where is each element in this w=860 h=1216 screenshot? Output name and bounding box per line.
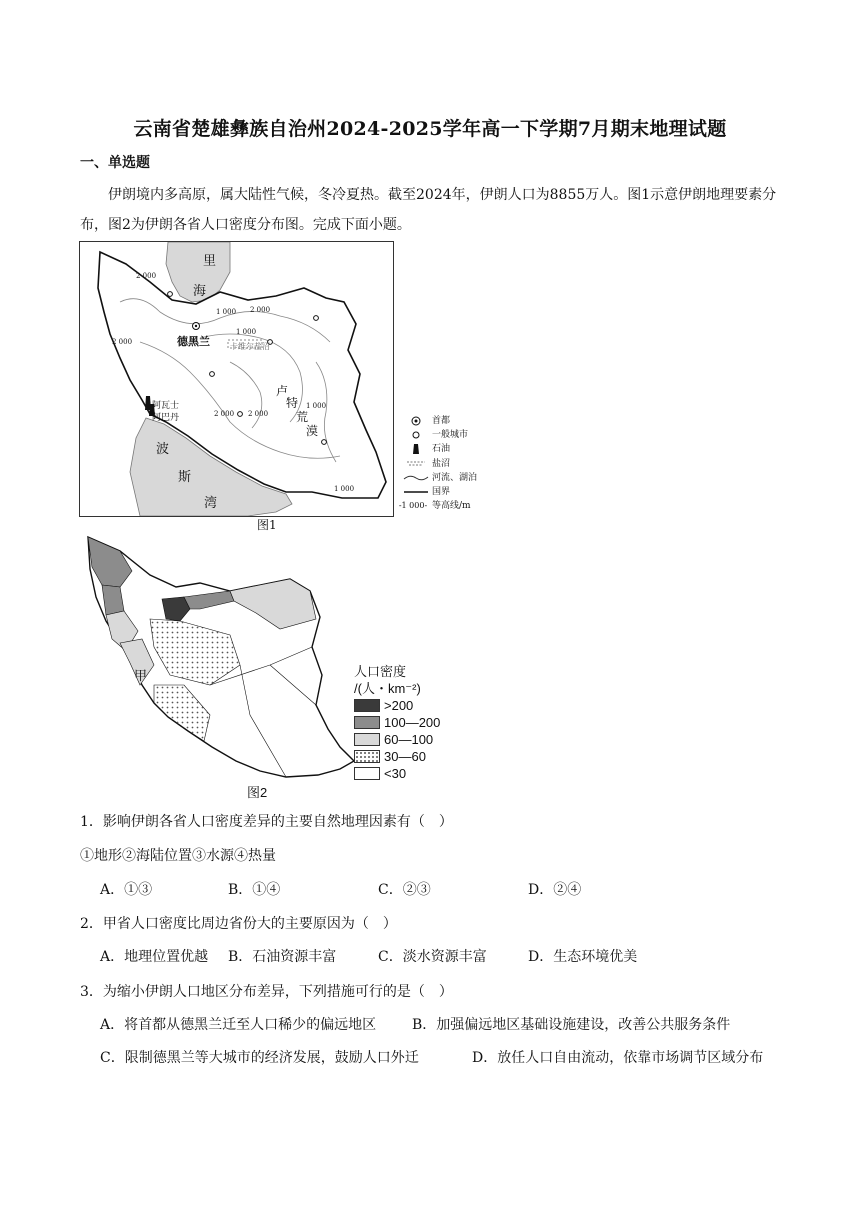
legend-label: 100—200	[384, 715, 441, 730]
legend-label: 国界	[432, 486, 451, 497]
q2-option-b[interactable]: B．石油资源丰富	[228, 949, 337, 965]
iran-terrain-map	[80, 242, 393, 516]
legend-row	[400, 471, 477, 485]
legend-row	[400, 414, 477, 428]
page-title: 云南省楚雄彝族自治州2024-2025学年高一下学期7月期末地理试题	[133, 118, 727, 140]
city-marker	[168, 292, 173, 297]
figure1-caption: 图1	[257, 518, 277, 532]
legend-row	[400, 457, 477, 471]
section-heading: 一、单选题	[80, 155, 150, 171]
legend-label: 等高线/m	[432, 501, 471, 512]
city-marker	[322, 440, 327, 445]
legend-label: 一般城市	[432, 430, 469, 441]
contour-icon: -1 000-	[398, 501, 428, 511]
legend-row	[354, 714, 440, 731]
legend-label: <30	[384, 766, 407, 781]
salt-marsh-icon	[400, 460, 432, 468]
question-2-stem: 2．甲省人口密度比周边省份大的主要原因为（ ）	[80, 916, 397, 932]
q2-option-a[interactable]: A．地理位置优越	[100, 949, 209, 965]
oil-icon	[400, 443, 432, 455]
q3-option-d[interactable]: D．放任人口自由流动，依靠市场调节区域分布	[472, 1050, 764, 1066]
capital-dot	[195, 325, 197, 327]
city-marker	[238, 412, 243, 417]
q1-option-b[interactable]: B．①④	[228, 882, 281, 898]
label-bo: 波	[156, 442, 170, 457]
river-lake-icon	[400, 473, 432, 483]
legend-row	[354, 697, 440, 714]
province-high	[102, 585, 124, 615]
city-marker	[210, 372, 215, 377]
label-te: 特	[286, 396, 299, 410]
label-lu: 卢	[276, 384, 289, 398]
contour-label: 1 000	[236, 328, 257, 336]
contour-label: 1 000	[334, 485, 355, 493]
legend-label: 首都	[432, 416, 451, 426]
legend-swatch	[354, 767, 380, 780]
legend-row	[400, 442, 477, 456]
q2-option-d[interactable]: D．生态环境优美	[528, 949, 638, 965]
border-icon	[400, 489, 432, 495]
question-1-stem: 1．影响伊朗各省人口密度差异的主要自然地理因素有（ ）	[80, 814, 453, 830]
label-wan: 湾	[204, 496, 218, 511]
legend-row	[400, 499, 477, 513]
legend-swatch	[354, 750, 380, 763]
legend-swatch	[354, 716, 380, 729]
legend-title: 人口密度	[354, 664, 407, 679]
label-mo: 漠	[306, 424, 319, 438]
contour-label: 1 000	[306, 402, 327, 410]
legend-row	[400, 485, 477, 499]
legend-row	[354, 765, 440, 782]
contour-label: 2 000	[248, 410, 269, 418]
label-abadan: 阿巴丹	[152, 413, 180, 423]
figure1-map	[79, 241, 394, 517]
label-li: 里	[203, 254, 217, 269]
city-icon	[400, 430, 432, 440]
q1-option-c[interactable]: C．②③	[378, 882, 431, 898]
label-huang: 荒	[296, 410, 309, 424]
legend-label: 河流、湖泊	[432, 472, 478, 483]
question-3-stem: 3．为缩小伊朗人口地区分布差异，下列措施可行的是（ ）	[80, 984, 453, 1000]
legend-label: 60—100	[384, 732, 434, 747]
legend-row	[400, 428, 477, 442]
figure1-legend	[400, 414, 477, 513]
capital-icon	[400, 416, 432, 426]
q2-option-c[interactable]: C．淡水资源丰富	[378, 949, 487, 965]
question-1-sub: ①地形②海陆位置③水源④热量	[80, 848, 276, 864]
legend-label: 盐沼	[432, 458, 451, 469]
q3-option-b[interactable]: B．加强偏远地区基础设施建设，改善公共服务条件	[412, 1017, 731, 1033]
legend-row	[354, 748, 440, 765]
figure2-legend	[354, 663, 440, 782]
label-si: 斯	[178, 470, 192, 485]
legend-label: >200	[384, 698, 414, 713]
legend-row	[354, 731, 440, 748]
contour-label: 2 000	[214, 410, 235, 418]
city-marker	[314, 316, 319, 321]
label-ahvaz: 阿瓦士	[152, 401, 180, 411]
legend-unit: /(人・km⁻²)	[354, 681, 421, 696]
intro-paragraph: 伊朗境内多高原，属大陆性气候，冬冷夏热。截至2024年，伊朗人口为8855万人。图1示意伊朗地理要素分布，图2为伊朗各省人口密度分布图。完成下面小题。	[80, 187, 777, 233]
legend-label: 30—60	[384, 749, 426, 764]
legend-label: 石油	[432, 444, 451, 455]
label-salt-marsh: 卡维尔盐沼	[230, 342, 270, 351]
label-capital: 德黑兰	[177, 335, 210, 348]
q1-option-d[interactable]: D．②④	[528, 882, 582, 898]
label-hai: 海	[193, 284, 207, 299]
q1-option-a[interactable]: A．①③	[100, 882, 153, 898]
figure2-caption: 图2	[247, 785, 268, 800]
contour-label: 1 000	[216, 308, 237, 316]
contour-label: 2 000	[250, 306, 271, 314]
legend-swatch	[354, 699, 380, 712]
contour-label: 2 000	[136, 272, 157, 280]
legend-swatch	[354, 733, 380, 746]
q3-option-a[interactable]: A．将首都从德黑兰迁至人口稀少的偏远地区	[100, 1017, 377, 1033]
q3-option-c[interactable]: C．限制德黑兰等大城市的经济发展，鼓励人口外迁	[100, 1050, 419, 1066]
contour-label: 2 000	[112, 338, 133, 346]
label-jia: 甲	[134, 669, 148, 684]
